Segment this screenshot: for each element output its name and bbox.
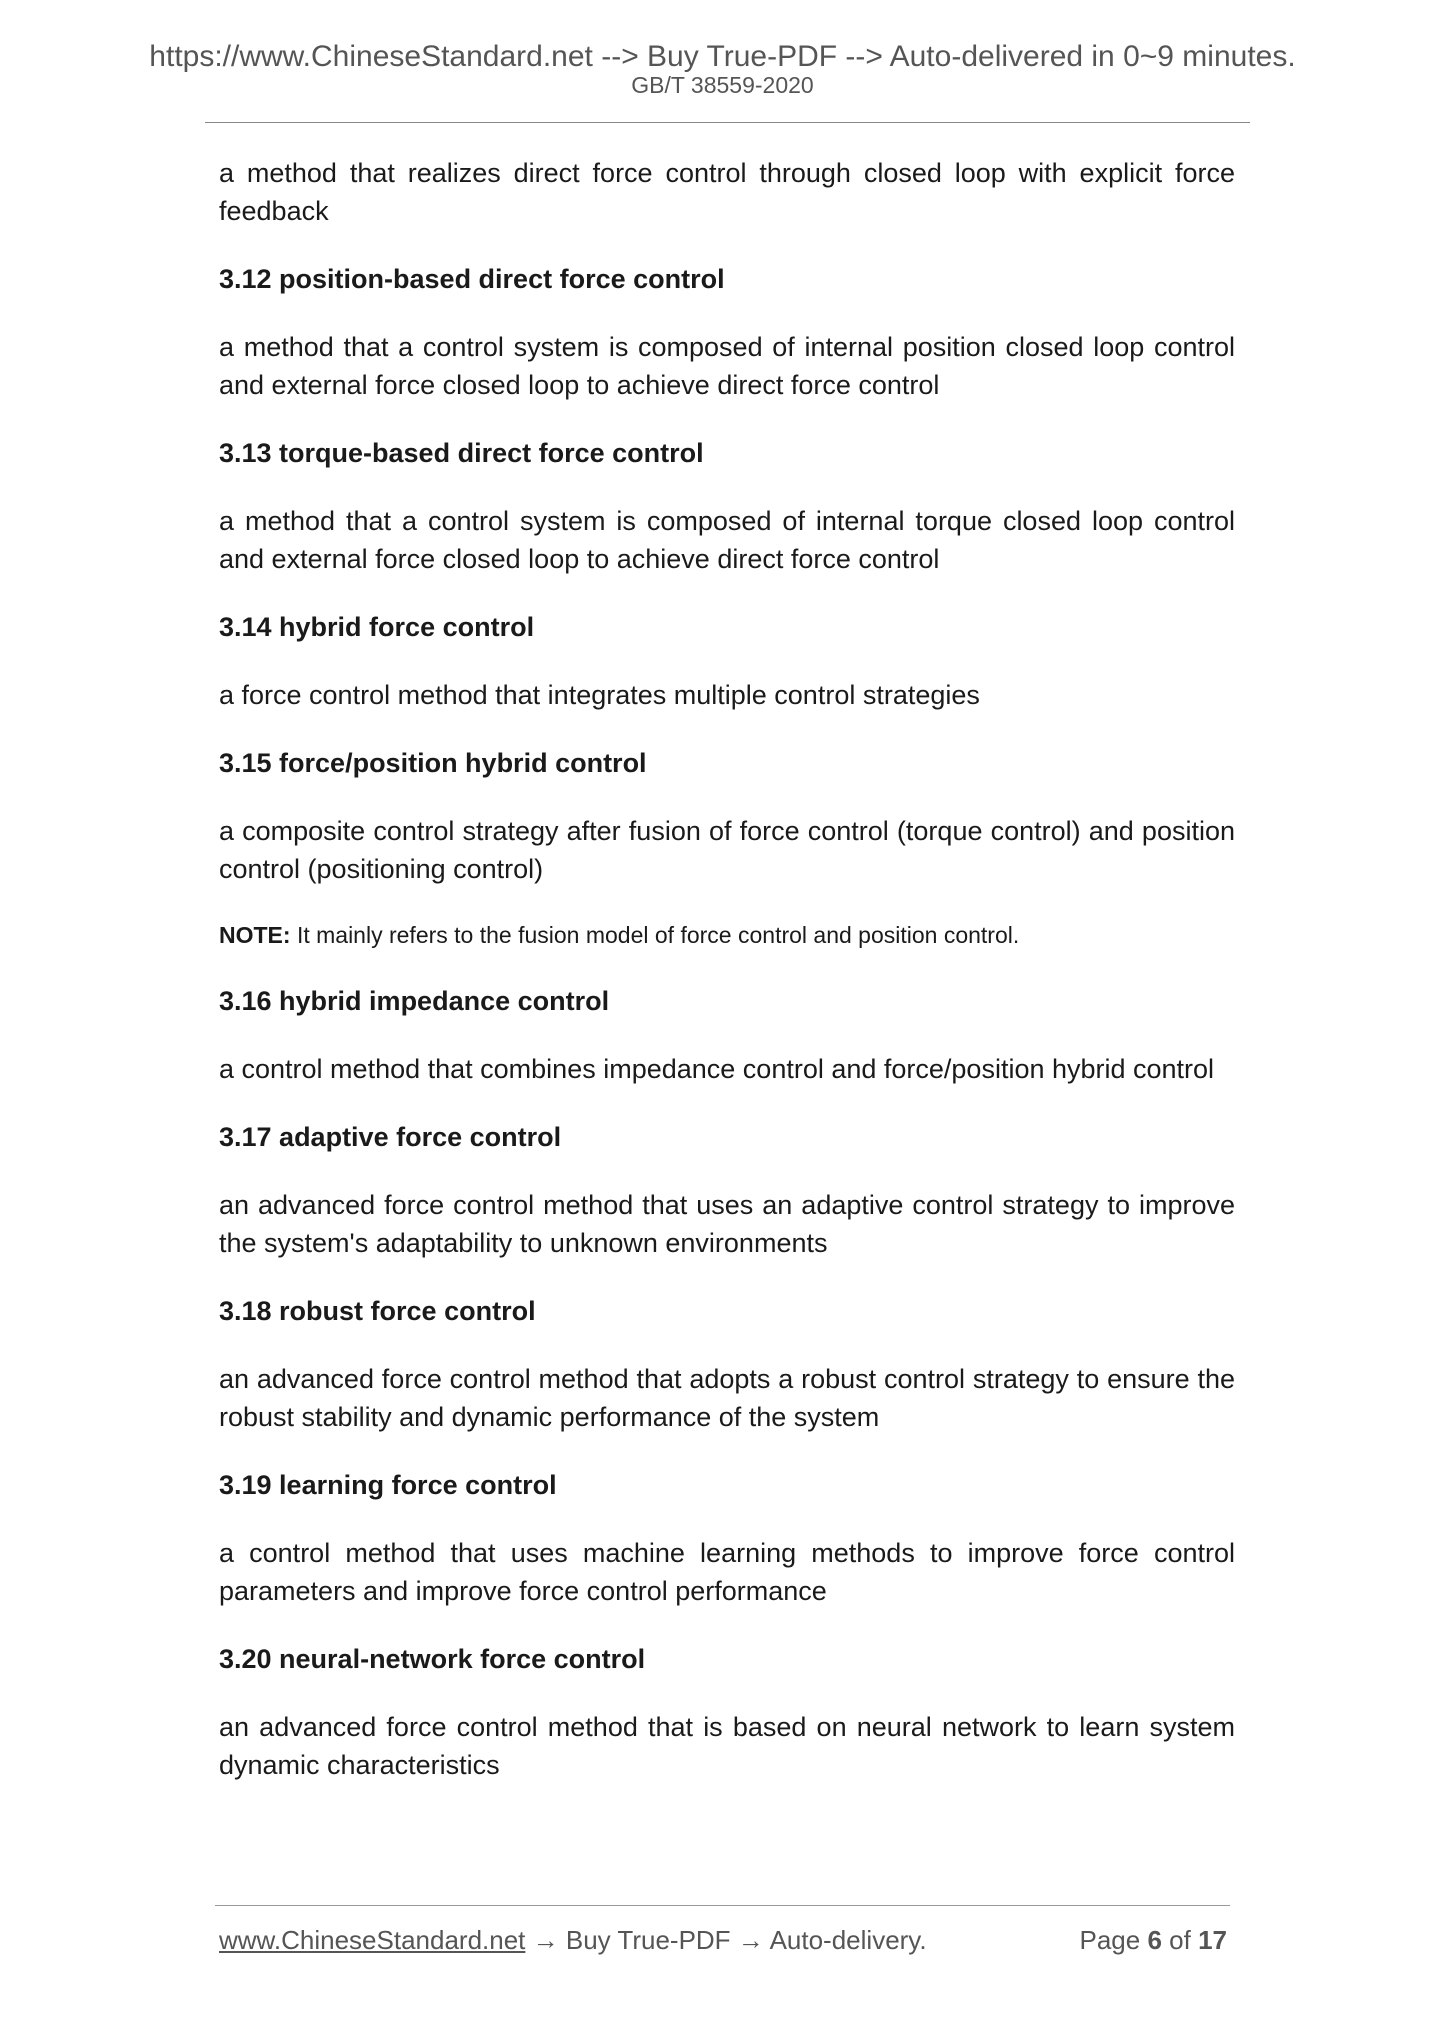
header-banner: https://www.ChineseStandard.net --> Buy True-PDF --> Auto-delivered in 0~9 minutes. — [149, 40, 1296, 73]
footer-site-link[interactable]: www.ChineseStandard.net — [219, 1925, 526, 1955]
definition-3-16: a control method that combines impedance control and force/position hybrid control — [219, 1054, 1215, 1084]
note-text: It mainly refers to the fusion model of force control and position control. — [290, 922, 1020, 948]
page-indicator — [1079, 1924, 1227, 1956]
definition-3-12: a method that a control system is composed of internal position closed loop control and external force closed loop to achieve direct force control — [219, 332, 1235, 400]
definition-3-18: an advanced force control method that adopts a robust control strategy to ensure the robust stability and dynamic performance of the system — [219, 1364, 1235, 1432]
page-total: 17 — [1198, 1925, 1227, 1955]
definition-3-20: an advanced force control method that is based on neural network to learn system dynamic characteristics — [219, 1712, 1235, 1780]
page-number: 6 — [1147, 1925, 1162, 1955]
intro-definition: a method that realizes direct force control through closed loop with explicit force feedback — [219, 158, 1235, 226]
definition-3-13: a method that a control system is composed of internal torque closed loop control and external force closed loop to achieve direct force control — [219, 506, 1235, 574]
header-divider — [205, 122, 1250, 123]
footer-promo-text: → Buy True-PDF → Auto-delivery. — [525, 1925, 927, 1955]
footer-promo — [219, 1924, 927, 1956]
definition-3-17: an advanced force control method that uses an adaptive control strategy to improve the system's adaptability to unknown environments — [219, 1190, 1235, 1258]
standard-code: GB/T 38559-2020 — [631, 72, 814, 98]
of-word: of — [1169, 1925, 1191, 1955]
note-label: NOTE: — [219, 922, 291, 948]
term-3-16: 3.16 hybrid impedance control — [219, 986, 610, 1016]
term-3-20: 3.20 neural-network force control — [219, 1644, 646, 1674]
term-3-12: 3.12 position-based direct force control — [219, 264, 725, 294]
footer-divider — [215, 1905, 1230, 1906]
term-3-18: 3.18 robust force control — [219, 1296, 536, 1326]
term-3-15: 3.15 force/position hybrid control — [219, 748, 647, 778]
term-3-13: 3.13 torque-based direct force control — [219, 438, 704, 468]
definition-3-14: a force control method that integrates multiple control strategies — [219, 680, 980, 710]
term-3-17: 3.17 adaptive force control — [219, 1122, 562, 1152]
term-3-19: 3.19 learning force control — [219, 1470, 557, 1500]
document-body — [219, 154, 1235, 1814]
page-word: Page — [1079, 1925, 1141, 1955]
definition-3-15: a composite control strategy after fusion of force control (torque control) and position control (positioning control) — [219, 816, 1235, 884]
note-3-15 — [219, 918, 1235, 952]
term-3-14: 3.14 hybrid force control — [219, 612, 535, 642]
definition-3-19: a control method that uses machine learning methods to improve force control parameters and improve force control performance — [219, 1538, 1235, 1606]
